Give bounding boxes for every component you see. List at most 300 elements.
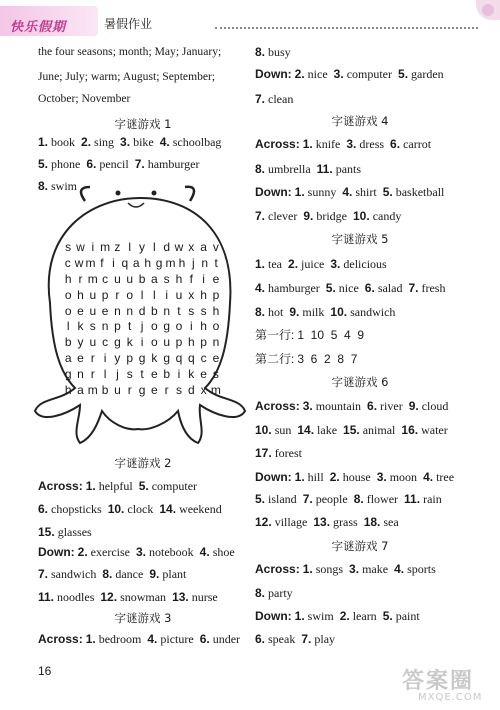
grid-letter: s: [163, 271, 170, 286]
clue-number: 1.: [294, 609, 305, 623]
grid-row: [62, 335, 222, 351]
answer-word: bridge: [316, 209, 347, 223]
grid-letter: s: [212, 367, 219, 382]
grid-letter: k: [77, 319, 84, 334]
game-title: 字谜游戏 1: [114, 117, 172, 131]
answer-word: songs: [315, 562, 344, 576]
answer-word: swim: [51, 179, 78, 193]
answer-word: shirt: [355, 185, 377, 199]
clue-number: 11.: [404, 492, 421, 506]
answer-line: [255, 470, 454, 484]
word-search-grid: [62, 240, 222, 399]
answer-line: [255, 609, 420, 623]
grid-letter: i: [189, 319, 193, 334]
answer-word: swim: [307, 609, 334, 623]
clue-number: 1.: [294, 185, 305, 199]
grid-letter: h: [200, 287, 207, 302]
grid-letter: r: [90, 367, 95, 382]
clue-number: 1.: [255, 257, 266, 271]
grid-letter: r: [78, 271, 83, 286]
answer-line: [255, 209, 401, 223]
answer-line: [38, 632, 240, 646]
grid-letter: i: [91, 240, 95, 254]
answer-word: animal: [362, 423, 396, 437]
answer-word: tree: [436, 470, 455, 484]
grid-letter: i: [103, 351, 107, 366]
clue-number: 8.: [353, 492, 364, 506]
answer-word: clock: [127, 502, 154, 516]
clue-number: 4.: [147, 632, 158, 646]
clue-number: 15.: [343, 423, 360, 437]
clue-direction: Across:: [255, 399, 300, 413]
answer-word: notebook: [149, 545, 194, 559]
answer-line: [255, 515, 399, 529]
answer-word: salad: [377, 281, 403, 295]
answer-word: basketball: [395, 185, 445, 199]
answer-text-line: the four seasons; month; May; January;: [38, 45, 222, 58]
clue-number: 2.: [339, 609, 350, 623]
clue-number: 6.: [255, 632, 266, 646]
answer-line: [255, 137, 431, 151]
game-title: 字谜游戏 2: [114, 456, 172, 470]
answer-line: [255, 399, 448, 413]
answer-word: nurse: [191, 590, 218, 604]
clue-number: 5.: [38, 157, 49, 171]
clue-number: 3.: [302, 399, 313, 413]
answer-word: chopsticks: [51, 502, 102, 516]
clue-number: 13.: [313, 515, 331, 529]
answer-word: sea: [383, 515, 399, 529]
grid-letter: t: [140, 367, 144, 382]
row-one-label: 第一行:: [255, 328, 295, 342]
grid-letter: r: [115, 287, 120, 302]
answer-word: weekend: [179, 502, 222, 516]
dotted-divider: [215, 27, 478, 29]
answer-line: [255, 586, 293, 600]
clue-number: 7.: [38, 567, 49, 581]
answer-word: hill: [307, 470, 324, 484]
game-title: 字谜游戏 7: [331, 539, 389, 553]
grid-letter: h: [178, 255, 186, 270]
clue-number: 4.: [199, 545, 210, 559]
clue-number: 8.: [102, 567, 113, 581]
grid-letter: b: [151, 303, 158, 318]
answer-word: busy: [268, 45, 291, 59]
grid-letter: i: [112, 255, 115, 270]
clue-number: 4.: [255, 281, 266, 295]
page-title: 暑假作业: [104, 17, 153, 31]
clue-number: 10.: [255, 423, 272, 437]
answer-word: fresh: [421, 281, 446, 295]
grid-letter: e: [200, 367, 207, 382]
grid-letter: e: [101, 303, 109, 318]
clue-number: 6.: [390, 137, 401, 151]
grid-letter: b: [163, 367, 170, 382]
answer-line: [38, 545, 235, 559]
watermark-logo: 答案圈: [402, 669, 475, 694]
grid-letter: a: [64, 351, 72, 366]
grid-letter: a: [77, 383, 84, 398]
grid-letter: u: [89, 335, 97, 350]
answer-line: [255, 45, 291, 59]
grid-letter: c: [102, 271, 109, 286]
answer-word: dress: [359, 137, 385, 151]
grid-letter: w: [74, 255, 84, 270]
clue-direction: Down:: [255, 470, 292, 484]
grid-letter: u: [89, 303, 97, 318]
grid-letter: j: [116, 367, 119, 382]
clue-number: 9.: [408, 399, 419, 413]
answer-line: [38, 157, 199, 171]
answer-word: village: [274, 515, 308, 529]
grid-letter: o: [126, 287, 134, 302]
grid-letter: g: [155, 255, 163, 270]
answer-word: clean: [268, 92, 294, 106]
clue-number: 8.: [255, 305, 266, 319]
grid-letter: m: [85, 255, 96, 270]
grid-letter: n: [101, 319, 109, 334]
grid-letter: r: [127, 383, 132, 398]
answer-word: tea: [268, 257, 283, 271]
clue-number: 10.: [353, 209, 370, 223]
answer-text-line: October; November: [38, 92, 131, 105]
grid-letter: j: [192, 255, 195, 270]
grid-letter: d: [187, 383, 195, 398]
grid-letter: t: [214, 255, 218, 270]
answer-line: [38, 479, 197, 493]
answer-word: hamburger: [268, 281, 320, 295]
grid-letter: b: [138, 271, 146, 286]
clue-number: 2.: [77, 545, 88, 559]
grid-letter: p: [114, 319, 121, 334]
answer-word: pencil: [99, 157, 129, 171]
clue-direction: Across:: [255, 137, 300, 151]
answer-line: [38, 135, 221, 149]
grid-row: [62, 288, 222, 304]
grid-letter: t: [128, 319, 132, 334]
answer-line: [38, 502, 222, 516]
clue-number: 2.: [288, 257, 299, 271]
answer-word: delicious: [343, 257, 387, 271]
clue-direction: Down:: [255, 185, 292, 199]
clue-number: 18.: [363, 515, 381, 529]
grid-letter: m: [165, 255, 176, 270]
clue-number: 12.: [255, 515, 272, 529]
answer-word: dance: [115, 567, 144, 581]
grid-letter: y: [114, 351, 121, 366]
clue-number: 1.: [302, 562, 313, 576]
grid-letter: t: [177, 303, 181, 318]
grid-letter: i: [177, 367, 181, 382]
grid-row: [62, 351, 222, 367]
answer-word: glasses: [57, 525, 92, 539]
answer-line: [255, 305, 395, 319]
grid-letter: f: [189, 271, 193, 286]
grid-letter: n: [201, 255, 209, 270]
clue-number: 16.: [401, 423, 419, 437]
grid-letter: e: [77, 303, 84, 318]
answer-word: plant: [162, 567, 187, 581]
answer-word: computer: [346, 67, 393, 81]
grid-letter: z: [114, 240, 121, 254]
row-two-values: 3 6 2 8 7: [297, 352, 358, 366]
grid-letter: u: [114, 271, 121, 286]
grid-letter: n: [163, 303, 170, 318]
answer-word: helpful: [98, 479, 133, 493]
grid-letter: o: [212, 319, 220, 334]
watermark: [402, 664, 500, 710]
grid-letter: n: [212, 335, 220, 350]
clue-number: 12.: [100, 590, 118, 604]
grid-letter: k: [126, 335, 133, 350]
clue-number: 6.: [364, 281, 375, 295]
clue-number: 10.: [107, 502, 125, 516]
grid-letter: w: [76, 240, 85, 254]
grid-letter: c: [200, 351, 207, 366]
grid-letter: a: [151, 271, 158, 286]
grid-letter: e: [151, 383, 158, 398]
row-one-answer: [255, 328, 364, 342]
answer-word: play: [314, 632, 336, 646]
grid-letter: m: [87, 383, 98, 398]
clue-number: 3.: [349, 562, 360, 576]
clue-number: 15.: [38, 525, 55, 539]
grid-letter: g: [138, 383, 146, 398]
grid-letter: q: [175, 351, 183, 366]
answer-word: pants: [335, 162, 362, 176]
answer-line: [255, 257, 387, 271]
answer-line: [255, 446, 302, 460]
grid-letter: d: [163, 240, 170, 254]
grid-letter: r: [90, 351, 95, 366]
game-title: 字谜游戏 6: [331, 375, 389, 389]
clue-number: 6.: [199, 632, 210, 646]
grid-letter: i: [202, 271, 205, 286]
grid-letter: k: [151, 351, 158, 366]
grid-row: [62, 319, 222, 335]
grid-letter: u: [163, 335, 170, 350]
grid-row: [62, 304, 222, 320]
grid-letter: e: [212, 351, 220, 366]
answer-word: computer: [151, 479, 198, 493]
answer-word: paint: [395, 609, 420, 623]
grid-letter: m: [100, 240, 111, 254]
answer-line: [255, 423, 448, 437]
clue-direction: Across:: [255, 562, 300, 576]
grid-letter: u: [175, 287, 183, 302]
grid-letter: g: [138, 351, 146, 366]
clue-direction: Down:: [38, 545, 75, 559]
grid-row: [62, 383, 222, 399]
answer-word: people: [315, 492, 348, 506]
clue-number: 1.: [302, 137, 313, 151]
grid-letter: l: [153, 287, 156, 302]
clue-number: 9.: [303, 209, 314, 223]
clue-number: 7.: [301, 632, 312, 646]
grid-letter: f: [100, 255, 104, 270]
grid-letter: g: [114, 335, 121, 350]
row-two-answer: [255, 352, 357, 366]
answer-word: shoe: [212, 545, 235, 559]
answer-word: rain: [423, 492, 442, 506]
grid-letter: s: [175, 383, 182, 398]
grid-letter: y: [139, 240, 146, 254]
answer-word: mountain: [315, 399, 362, 413]
answer-word: bike: [133, 135, 154, 149]
grid-letter: i: [165, 287, 168, 302]
answer-line: [255, 492, 442, 506]
clue-number: 3.: [333, 67, 344, 81]
clue-number: 7.: [134, 157, 145, 171]
grid-letter: s: [200, 303, 207, 318]
grid-letter: p: [126, 351, 134, 366]
grid-letter: h: [77, 287, 84, 302]
answer-word: snowman: [120, 590, 167, 604]
clue-number: 4.: [342, 185, 353, 199]
answer-word: hamburger: [147, 157, 200, 171]
grid-letter: x: [200, 383, 207, 398]
grid-letter: i: [140, 335, 144, 350]
grid-letter: u: [126, 271, 134, 286]
clue-direction: Down:: [255, 67, 292, 81]
clue-number: 1.: [85, 632, 96, 646]
answer-word: phone: [51, 157, 81, 171]
right-antenna: [185, 187, 194, 201]
clue-number: 2.: [81, 135, 92, 149]
answer-word: island: [268, 492, 297, 506]
game-title: 字谜游戏 3: [114, 611, 172, 625]
game-title: 字谜游戏 5: [331, 232, 389, 246]
clue-number: 7.: [302, 492, 313, 506]
clue-direction: Across:: [38, 479, 83, 493]
clue-number: 14.: [159, 502, 177, 516]
answer-line: [255, 632, 335, 646]
grid-letter: e: [151, 367, 158, 382]
grid-letter: u: [114, 383, 121, 398]
clue-number: 1.: [38, 135, 49, 149]
grid-letter: h: [64, 383, 72, 398]
answer-word: cloud: [421, 399, 449, 413]
answer-word: hot: [268, 305, 284, 319]
grid-letter: b: [64, 335, 72, 350]
grid-row: [62, 240, 222, 256]
answer-word: picture: [160, 632, 194, 646]
clue-number: 5.: [382, 609, 393, 623]
answer-word: book: [51, 135, 76, 149]
clue-number: 9.: [289, 305, 300, 319]
watermark-url: MXQE.COM: [418, 692, 483, 703]
answer-word: exercise: [90, 545, 130, 559]
clue-number: 6.: [367, 399, 378, 413]
right-eye: [152, 191, 157, 196]
answer-word: juice: [301, 257, 325, 271]
answer-word: carrot: [403, 137, 432, 151]
answer-word: nice: [338, 281, 359, 295]
grid-letter: h: [144, 255, 151, 270]
answer-word: sandwich: [51, 567, 97, 581]
grid-letter: n: [126, 303, 134, 318]
grid-letter: p: [200, 335, 207, 350]
answer-word: lake: [317, 423, 338, 437]
grid-letter: g: [163, 319, 170, 334]
answer-word: sunny: [307, 185, 337, 199]
answer-word: speak: [268, 632, 296, 646]
grid-letter: o: [151, 335, 158, 350]
clue-number: 8.: [255, 586, 266, 600]
answer-word: sing: [94, 135, 115, 149]
answer-word: sandwich: [350, 305, 396, 319]
answer-line: [255, 162, 361, 176]
answer-line: [255, 281, 445, 295]
grid-letter: l: [140, 287, 144, 302]
grid-letter: u: [89, 287, 97, 302]
answer-word: schoolbag: [172, 135, 222, 149]
corner-dot-decoration: [482, 4, 494, 16]
clue-number: 11.: [38, 590, 55, 604]
clue-number: 9.: [149, 567, 160, 581]
clue-number: 3.: [330, 257, 341, 271]
left-eye: [116, 191, 121, 196]
grid-letter: c: [64, 255, 71, 270]
clue-number: 11.: [316, 162, 333, 176]
grid-letter: g: [64, 367, 72, 382]
grid-row: [62, 272, 222, 288]
grid-letter: h: [187, 335, 195, 350]
grid-letter: y: [77, 335, 84, 350]
answer-line: [255, 562, 436, 576]
clue-number: 1.: [85, 479, 96, 493]
grid-letter: o: [175, 319, 183, 334]
answer-word: flower: [366, 492, 399, 506]
grid-letter: s: [126, 367, 133, 382]
grid-letter: s: [65, 240, 72, 254]
grid-letter: j: [140, 319, 144, 334]
clue-number: 8.: [38, 179, 49, 193]
clue-number: 10.: [330, 305, 348, 319]
grid-letter: l: [103, 367, 107, 382]
grid-letter: n: [77, 367, 84, 382]
clue-number: 3.: [135, 545, 146, 559]
clue-number: 5.: [138, 479, 149, 493]
clue-number: 3.: [376, 470, 387, 484]
clue-number: 17.: [255, 446, 272, 460]
grid-letter: h: [175, 271, 183, 286]
answer-line: [255, 185, 444, 199]
answer-word: under: [212, 632, 241, 646]
row-two-label: 第二行:: [255, 352, 295, 366]
clue-number: 5.: [325, 281, 336, 295]
clue-number: 4.: [394, 562, 405, 576]
clue-number: 2.: [329, 470, 340, 484]
clue-number: 1.: [294, 470, 305, 484]
grid-letter: b: [101, 383, 109, 398]
answer-word: water: [421, 423, 448, 437]
answer-word: garden: [411, 67, 444, 81]
grid-letter: r: [164, 383, 169, 398]
clue-number: 7.: [255, 92, 266, 106]
answer-word: bedroom: [98, 632, 142, 646]
answer-word: grass: [333, 515, 358, 529]
clue-number: 4.: [423, 470, 434, 484]
grid-letter: d: [138, 303, 146, 318]
grid-letter: l: [66, 319, 70, 334]
grid-letter: e: [77, 351, 84, 366]
clue-number: 7.: [408, 281, 419, 295]
clue-number: 13.: [172, 590, 189, 604]
clue-number: 8.: [255, 45, 266, 59]
logo-badge: [0, 6, 98, 36]
page-number: 16: [38, 664, 52, 678]
